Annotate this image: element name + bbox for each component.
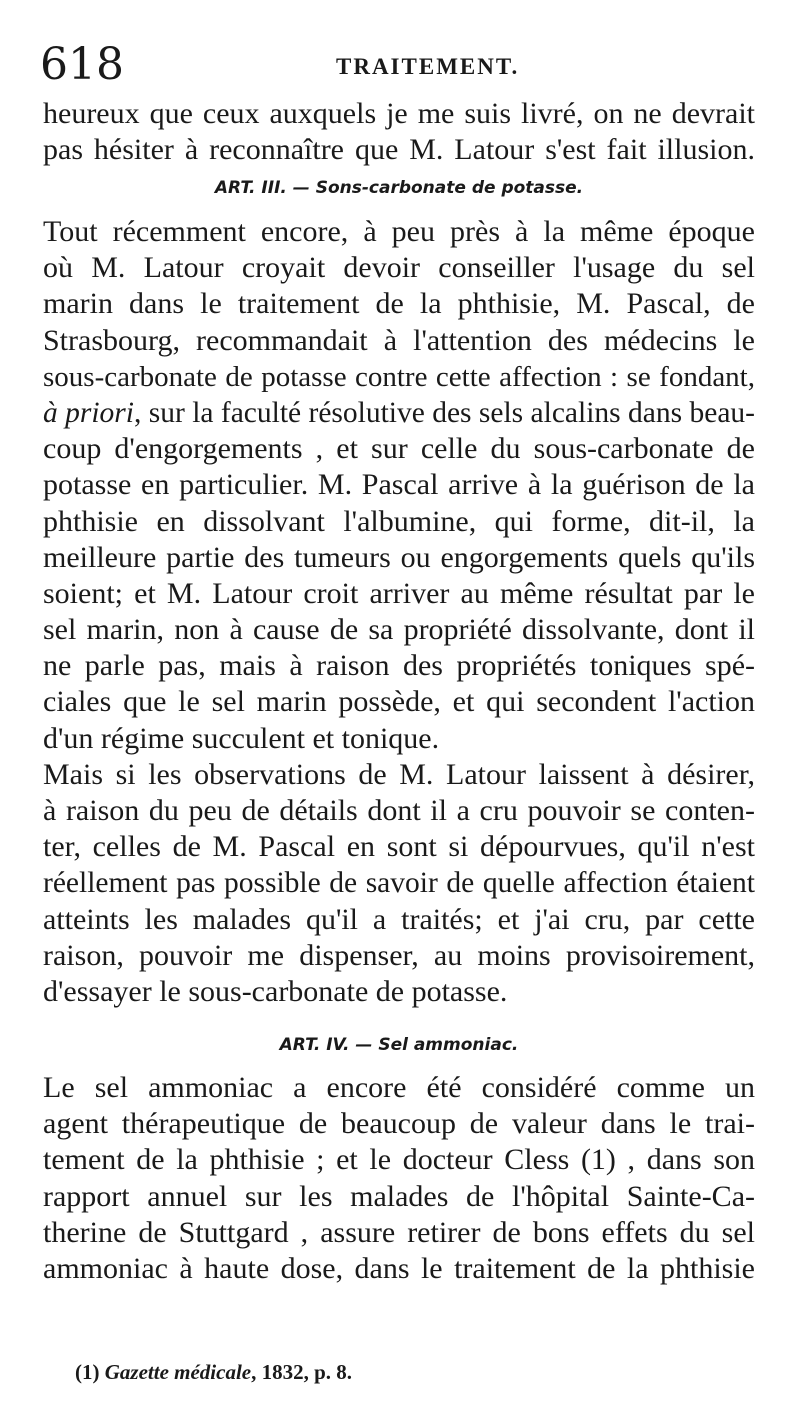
- footnote-detail: , 1832, p. 8.: [251, 1360, 353, 1384]
- footnote-source: Gazette médicale: [104, 1360, 252, 1384]
- page-header: [40, 40, 760, 90]
- intro-paragraph: [43, 96, 755, 168]
- text-line: ciales que le sel marin possède, et qui secondent l'action: [43, 685, 755, 719]
- text-line: meilleure partie des tumeurs ou engorgements quels qu'ils: [43, 540, 755, 574]
- text-line: pas hésiter à reconnaître que M. Latour s'est fait illusion.: [43, 133, 755, 167]
- text-line: tement de la phthisie ; et le docteur Cless (1) , dans son: [43, 1143, 755, 1177]
- text-line: heureux que ceux auxquels je me suis livré, on ne devrait: [43, 97, 755, 130]
- footnote-marker: (1): [75, 1360, 100, 1384]
- text-line: Strasbourg, recommandait à l'attention des médecins le: [43, 323, 755, 357]
- article-3-body: [43, 214, 755, 1010]
- text-line: à priori, sur la faculté résolutive des sels alcalins dans beau-: [43, 396, 755, 429]
- text-line: Tout récemment encore, à peu près à la même époque: [43, 215, 755, 248]
- text-line: ter, celles de M. Pascal en sont si dépourvues, qu'il n'est: [43, 830, 755, 864]
- page-number: 618: [40, 39, 124, 90]
- text-line: soient; et M. Latour croit arriver au même résultat par le: [43, 576, 755, 610]
- text-line: raison, pouvoir me dispenser, au moins provisoirement,: [43, 938, 755, 972]
- text-line: phthisie en dissolvant l'albumine, qui forme, dit-il, la: [43, 504, 755, 538]
- text-line: sous-carbonate de potasse contre cette affection : se fondant,: [43, 360, 755, 393]
- text-line: sel marin, non à cause de sa propriété dissolvante, dont il: [43, 613, 755, 647]
- text-line: agent thérapeutique de beaucoup de valeur dans le trai-: [43, 1107, 755, 1141]
- text-line: atteints les malades qu'il a traités; et j'ai cru, par cette: [43, 902, 755, 936]
- text-line: therine de Stuttgard , assure retirer de bons effets du sel: [43, 1215, 755, 1249]
- text-line: ne parle pas, mais à raison des propriétés toniques spé-: [43, 649, 755, 683]
- text-line: réellement pas possible de savoir de quelle affection étaient: [43, 867, 755, 900]
- text-line: potasse en particulier. M. Pascal arrive à la guérison de la: [43, 468, 755, 502]
- article-4-body: [43, 1070, 755, 1287]
- text-line: d'un régime succulent et tonique.: [43, 721, 440, 755]
- text-line: coup d'engorgements , et sur celle du sous-carbonate de: [43, 432, 755, 466]
- text-line: à raison du peu de détails dont il a cru pouvoir se conten-: [43, 794, 755, 827]
- running-title: TRAITEMENT.: [336, 54, 520, 79]
- text-line: Mais si les observations de M. Latour laissent à désirer,: [43, 757, 755, 791]
- text-line: où M. Latour croyait devoir conseiller l'usage du sel: [43, 251, 755, 285]
- article-3-heading: ART. III. — Sons-carbonate de potasse.: [214, 178, 584, 198]
- footnote: [75, 1360, 352, 1385]
- text-line: d'essayer le sous-carbonate de potasse.: [43, 974, 508, 1008]
- text-line: rapport annuel sur les malades de l'hôpital Sainte-Ca-: [43, 1179, 755, 1213]
- article-4-heading: ART. IV. — Sel ammoniac.: [279, 1035, 519, 1055]
- text-line: ammoniac à haute dose, dans le traitement de la phthisie: [43, 1251, 755, 1285]
- text-line: marin dans le traitement de la phthisie, M. Pascal, de: [43, 287, 755, 321]
- text-line: Le sel ammoniac a encore été considéré comme un: [43, 1071, 755, 1104]
